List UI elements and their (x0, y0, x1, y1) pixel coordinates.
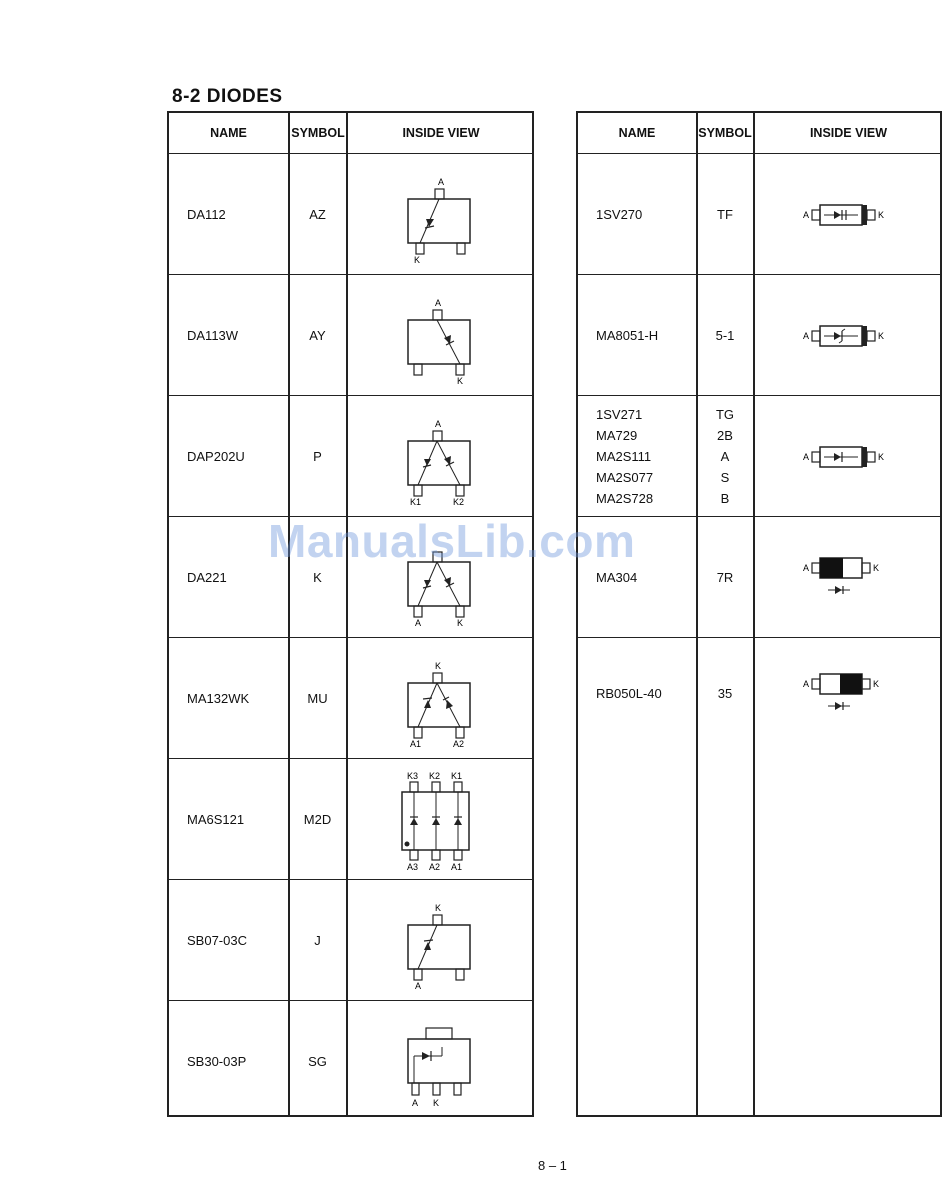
part-symbol: P (313, 448, 322, 464)
part-name: DAP202U (187, 448, 245, 464)
package-diagram (794, 552, 904, 602)
pin-label: K (433, 1097, 440, 1108)
part-symbol: TG (715, 406, 735, 422)
diodes-table-right (576, 111, 942, 1117)
inside-view (348, 1001, 534, 1122)
part-name: MA6S121 (187, 811, 245, 827)
part-symbol: MU (307, 690, 328, 706)
part-name: MA2S728 (596, 490, 654, 506)
pin-label: A2 (429, 862, 441, 871)
pin-label: A (802, 331, 809, 341)
part-name: MA132WK (187, 690, 250, 706)
pin-label: A (802, 210, 809, 220)
table-row (169, 1001, 532, 1122)
package-diagram (386, 1012, 496, 1112)
pin-label: A (802, 679, 809, 689)
table-row (578, 396, 940, 517)
part-symbol: J (314, 932, 321, 948)
table-row (578, 275, 940, 396)
pin-label: A (415, 981, 422, 990)
part-name: DA112 (187, 206, 226, 222)
package-diagram (794, 436, 904, 476)
part-name: DA221 (187, 569, 227, 585)
part-symbol: TF (717, 206, 733, 222)
pin-label: K2 (453, 497, 465, 506)
table-header (578, 113, 940, 154)
inside-view (348, 638, 534, 758)
pin-label: A3 (407, 862, 419, 871)
pin-label: K1 (410, 497, 422, 506)
header-name: NAME (618, 126, 656, 140)
inside-view (348, 396, 534, 516)
part-name: MA2S111 (596, 448, 652, 464)
part-name: SB30-03P (187, 1054, 247, 1069)
part-name: MA304 (596, 569, 638, 585)
part-name: MA2S077 (596, 469, 654, 485)
part-symbol: AY (309, 327, 326, 343)
part-name: 1SV270 (596, 206, 643, 222)
part-symbol: B (720, 490, 730, 506)
table-row (169, 638, 532, 759)
part-symbol: 2B (717, 427, 733, 443)
package-diagram (386, 890, 496, 990)
package-diagram (386, 406, 496, 506)
package-diagram (386, 285, 496, 385)
header-inside-view: INSIDE VIEW (402, 126, 480, 140)
part-symbol: M2D (303, 811, 332, 827)
pin-label: K (414, 255, 421, 264)
part-symbol: 35 (717, 685, 733, 701)
table-header (169, 113, 532, 154)
part-names (578, 396, 696, 516)
package-diagram (794, 315, 904, 355)
pin-label: A2 (453, 739, 465, 748)
pin-label: K (435, 661, 442, 671)
header-symbol: SYMBOL (291, 126, 345, 140)
table-row (169, 154, 532, 275)
pin-label: K (457, 376, 464, 385)
pin-label: K3 (407, 771, 419, 781)
part-symbol: 7R (716, 569, 734, 585)
pin-label: K (872, 679, 879, 689)
pin-label: K (872, 563, 879, 573)
table-row (578, 638, 940, 1115)
package-diagram (386, 648, 496, 748)
inside-view (755, 638, 942, 748)
part-symbols (697, 396, 753, 516)
header-inside-view: INSIDE VIEW (809, 126, 888, 140)
header-symbol: SYMBOL (698, 126, 752, 140)
part-symbol: A (720, 448, 730, 464)
table-row (169, 275, 532, 396)
inside-view (348, 759, 534, 879)
pin-label: A (435, 298, 442, 308)
pin-label: A1 (410, 739, 422, 748)
pin-label: A (412, 1097, 419, 1108)
table-row (169, 880, 532, 1001)
part-symbol: K (313, 569, 322, 585)
part-name: SB07-03C (187, 932, 247, 948)
package-diagram (794, 668, 904, 718)
part-name: DA113W (187, 327, 239, 343)
part-name: MA8051-H (596, 327, 659, 343)
pin-label: A (438, 177, 445, 187)
pin-label: K (877, 452, 884, 462)
part-symbol: SG (308, 1054, 327, 1069)
part-name: MA729 (596, 427, 638, 443)
part-symbol: 5-1 (715, 327, 735, 343)
package-diagram (794, 194, 904, 234)
table-row (578, 154, 940, 275)
package-diagram (386, 164, 496, 264)
part-symbol: AZ (309, 206, 326, 222)
inside-view (348, 880, 534, 1000)
inside-view (755, 517, 942, 637)
page-number: 8 – 1 (538, 1158, 567, 1173)
inside-view (348, 275, 534, 395)
pin-label: K (435, 903, 442, 913)
inside-view (755, 154, 942, 274)
table-row (169, 759, 532, 880)
section-title: 8-2 DIODES (172, 86, 283, 107)
pin-label: A1 (451, 862, 463, 871)
header-name: NAME (210, 126, 247, 140)
package-diagram (386, 767, 496, 871)
pin-label: K (457, 618, 464, 627)
pin-label: A (415, 618, 422, 627)
inside-view (755, 275, 942, 395)
pin-label: K1 (451, 771, 463, 781)
pin-label: K (877, 331, 884, 341)
watermark: ManualsLib.com (268, 515, 636, 567)
part-name: 1SV271 (596, 406, 643, 422)
pin-label: A (802, 563, 809, 573)
part-name: RB050L-40 (596, 685, 662, 701)
part-symbol: S (720, 469, 730, 485)
pin-label: A (802, 452, 809, 462)
inside-view (755, 396, 942, 516)
diodes-table-left (167, 111, 534, 1117)
pin-label: K (877, 210, 884, 220)
pin-label: K2 (429, 771, 441, 781)
pin-label: A (435, 419, 442, 429)
inside-view (348, 154, 534, 274)
table-row (169, 396, 532, 517)
